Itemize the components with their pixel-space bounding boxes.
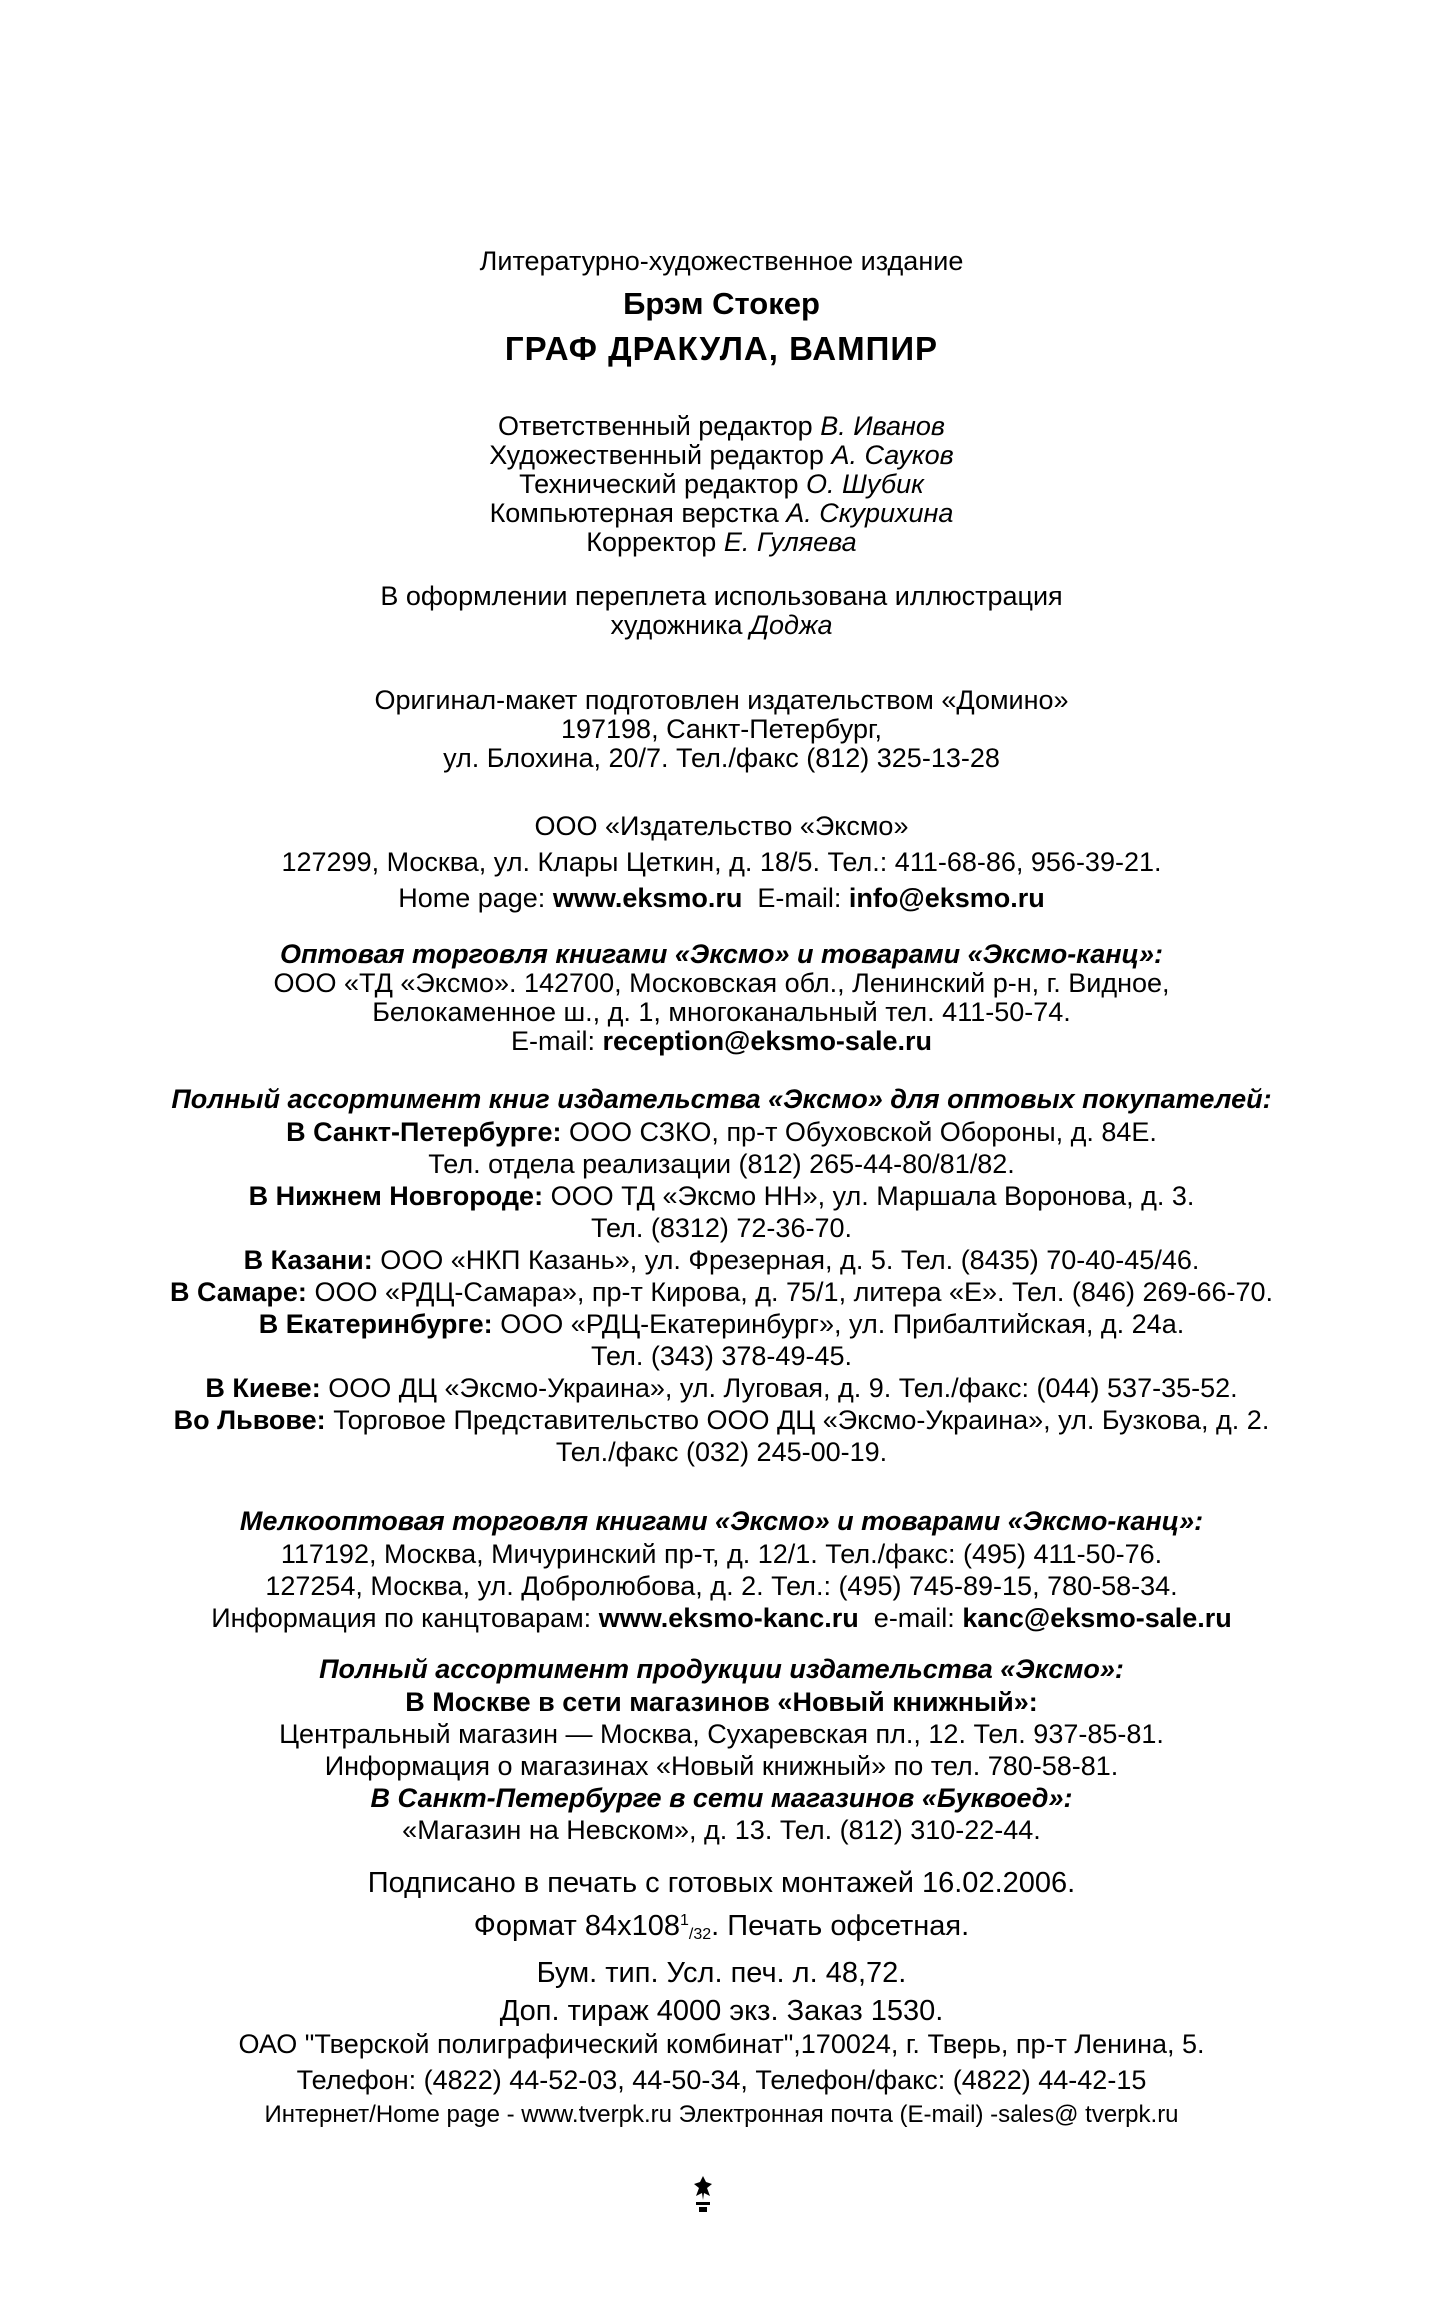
- city-entry-line2: Тел./факс (032) 245-00-19.: [555, 1437, 888, 1467]
- moscow-line: Центральный магазин — Москва, Сухаревская пл., 12. Тел. 937-85-81.: [279, 1719, 1164, 1749]
- city-entry: В Екатеринбурге: ООО «РДЦ-Екатеринбург», ул. Прибалтийская, д. 24а.: [258, 1309, 1185, 1339]
- author: Брэм Стокер: [623, 286, 820, 321]
- publisher: [0, 808, 1443, 916]
- full-assortment: [0, 1082, 1443, 1468]
- city-entry: В Санкт-Петербурге: ООО СЗКО, пр-т Обуховской Обороны, д. 84Е.: [286, 1117, 1157, 1147]
- moscow-heading: В Москве в сети магазинов «Новый книжный»:: [405, 1687, 1038, 1717]
- print-format: Формат $84x108^1_{/32}$. Печать офсетная.: [473, 1910, 970, 1943]
- city-entry: В Казани: ООО «НКП Казань», ул. Фрезерная, д. 5. Тел. (8435) 70-40-45/46.: [243, 1245, 1200, 1275]
- credit-line: Технический редактор О. Шубик: [519, 469, 924, 499]
- spb-line: «Магазин на Невском», д. 13. Тел. (812) 310-22-44.: [402, 1815, 1041, 1845]
- header: [0, 240, 1443, 372]
- illustration-credit: [0, 582, 1443, 640]
- stationery-info: Информация по канцтоварам: www.eksmo-kanc.ru e-mail: kanc@eksmo-sale.ru: [211, 1603, 1232, 1633]
- credit-line: Компьютерная верстка А. Скурихина: [489, 498, 954, 528]
- publisher-name: ООО «Издательство «Эксмо»: [534, 811, 909, 841]
- wholesale: [0, 940, 1443, 1056]
- city-entry: В Нижнем Новгороде: ООО ТД «Эксмо НН», ул. Маршала Воронова, д. 3.: [248, 1181, 1195, 1211]
- moscow-line: Информация о магазинах «Новый книжный» по тел. 780-58-81.: [324, 1751, 1119, 1781]
- city-entry: В Самаре: ООО «РДЦ-Самара», пр-т Кирова, д. 75/1, литера «Е». Тел. (846) 269-66-70.: [169, 1277, 1274, 1307]
- wholesale-line: ООО «ТД «Эксмо». 142700, Московская обл., Ленинский р-н, г. Видное,: [273, 968, 1170, 998]
- city-entry: Во Львове: Торговое Представительство ООО ДЦ «Эксмо-Украина», ул. Бузкова, д. 2.: [173, 1405, 1270, 1435]
- credit-line: Корректор Е. Гуляева: [586, 527, 857, 557]
- layout-credit: [0, 686, 1443, 773]
- small-wholesale-heading: Мелкооптовая торговля книгами «Эксмо» и товарами «Эксмо-канц»:: [239, 1506, 1204, 1536]
- printer: [0, 2026, 1443, 2132]
- printer-line: Телефон: (4822) 44-52-03, 44-50-34, Телефон/факс: (4822) 44-42-15: [296, 2065, 1147, 2095]
- wholesale-line: Белокаменное ш., д. 1, многоканальный тел. 411-50-74.: [372, 997, 1071, 1027]
- city-entry-line2: Тел. отдела реализации (812) 265-44-80/81/82.: [428, 1149, 1015, 1179]
- wholesale-email: E-mail: reception@eksmo-sale.ru: [511, 1026, 932, 1056]
- printer-line: ОАО "Тверской полиграфический комбинат",170024, г. Тверь, пр-т Ленина, 5.: [238, 2029, 1205, 2059]
- layout-line: Оригинал-макет подготовлен издательством «Домино»: [374, 685, 1069, 715]
- small-wholesale-line: 117192, Москва, Мичуринский пр-т, д. 12/1. Тел./факс: (495) 411-50-76.: [280, 1539, 1163, 1569]
- illustration-line: художника Доджа: [610, 610, 833, 640]
- city-entry-line2: Тел. (8312) 72-36-70.: [591, 1213, 852, 1243]
- print-line: Бум. тип. Усл. печ. л. 48,72.: [536, 1957, 907, 1989]
- print-info: [0, 1864, 1443, 2030]
- layout-line: ул. Блохина, 20/7. Тел./факс (812) 325-13-28: [443, 743, 1000, 773]
- publisher-address: 127299, Москва, ул. Клары Цеткин, д. 18/5. Тел.: 411-68-86, 956-39-21.: [281, 847, 1162, 877]
- city-entry-line2: Тел. (343) 378-49-45.: [591, 1341, 852, 1371]
- spb-heading: В Санкт-Петербурге в сети магазинов «Буквоед»:: [370, 1783, 1073, 1813]
- assortment-heading: Полный ассортимент книг издательства «Эксмо» для оптовых покупателей:: [171, 1084, 1272, 1114]
- layout-line: 197198, Санкт-Петербург,: [560, 714, 883, 744]
- small-wholesale: [0, 1504, 1443, 1634]
- print-line: Подписано в печать с готовых монтажей 16.02.2006.: [367, 1867, 1076, 1899]
- retail: [0, 1652, 1443, 1846]
- credit-line: Ответственный редактор В. Иванов: [497, 411, 946, 441]
- printer-emblem-icon: [690, 2174, 716, 2214]
- wholesale-heading: Оптовая торговля книгами «Эксмо» и товарами «Эксмо-канц»:: [280, 939, 1163, 969]
- small-wholesale-line: 127254, Москва, ул. Добролюбова, д. 2. Тел.: (495) 745-89-15, 780-58-34.: [265, 1571, 1178, 1601]
- printer-line: Интернет/Home page - www.tverpk.ru Электронная почта (E-mail) -sales@ tverpk.ru: [264, 2101, 1179, 2128]
- book-title: ГРАФ ДРАКУЛА, ВАМПИР: [504, 330, 939, 367]
- illustration-line: В оформлении переплета использована иллюстрация: [380, 581, 1063, 611]
- edition-type: Литературно-художественное издание: [479, 246, 964, 276]
- credits: [0, 412, 1443, 557]
- retail-heading: Полный ассортимент продукции издательства «Эксмо»:: [319, 1654, 1124, 1684]
- print-line: Доп. тираж 4000 экз. Заказ 1530.: [499, 1995, 944, 2027]
- publisher-contacts: Home page: www.eksmo.ru E-mail: info@eksmo.ru: [398, 883, 1045, 913]
- city-entry: В Киеве: ООО ДЦ «Эксмо-Украина», ул. Луговая, д. 9. Тел./факс: (044) 537-35-52.: [205, 1373, 1238, 1403]
- credit-line: Художественный редактор А. Сауков: [489, 440, 954, 470]
